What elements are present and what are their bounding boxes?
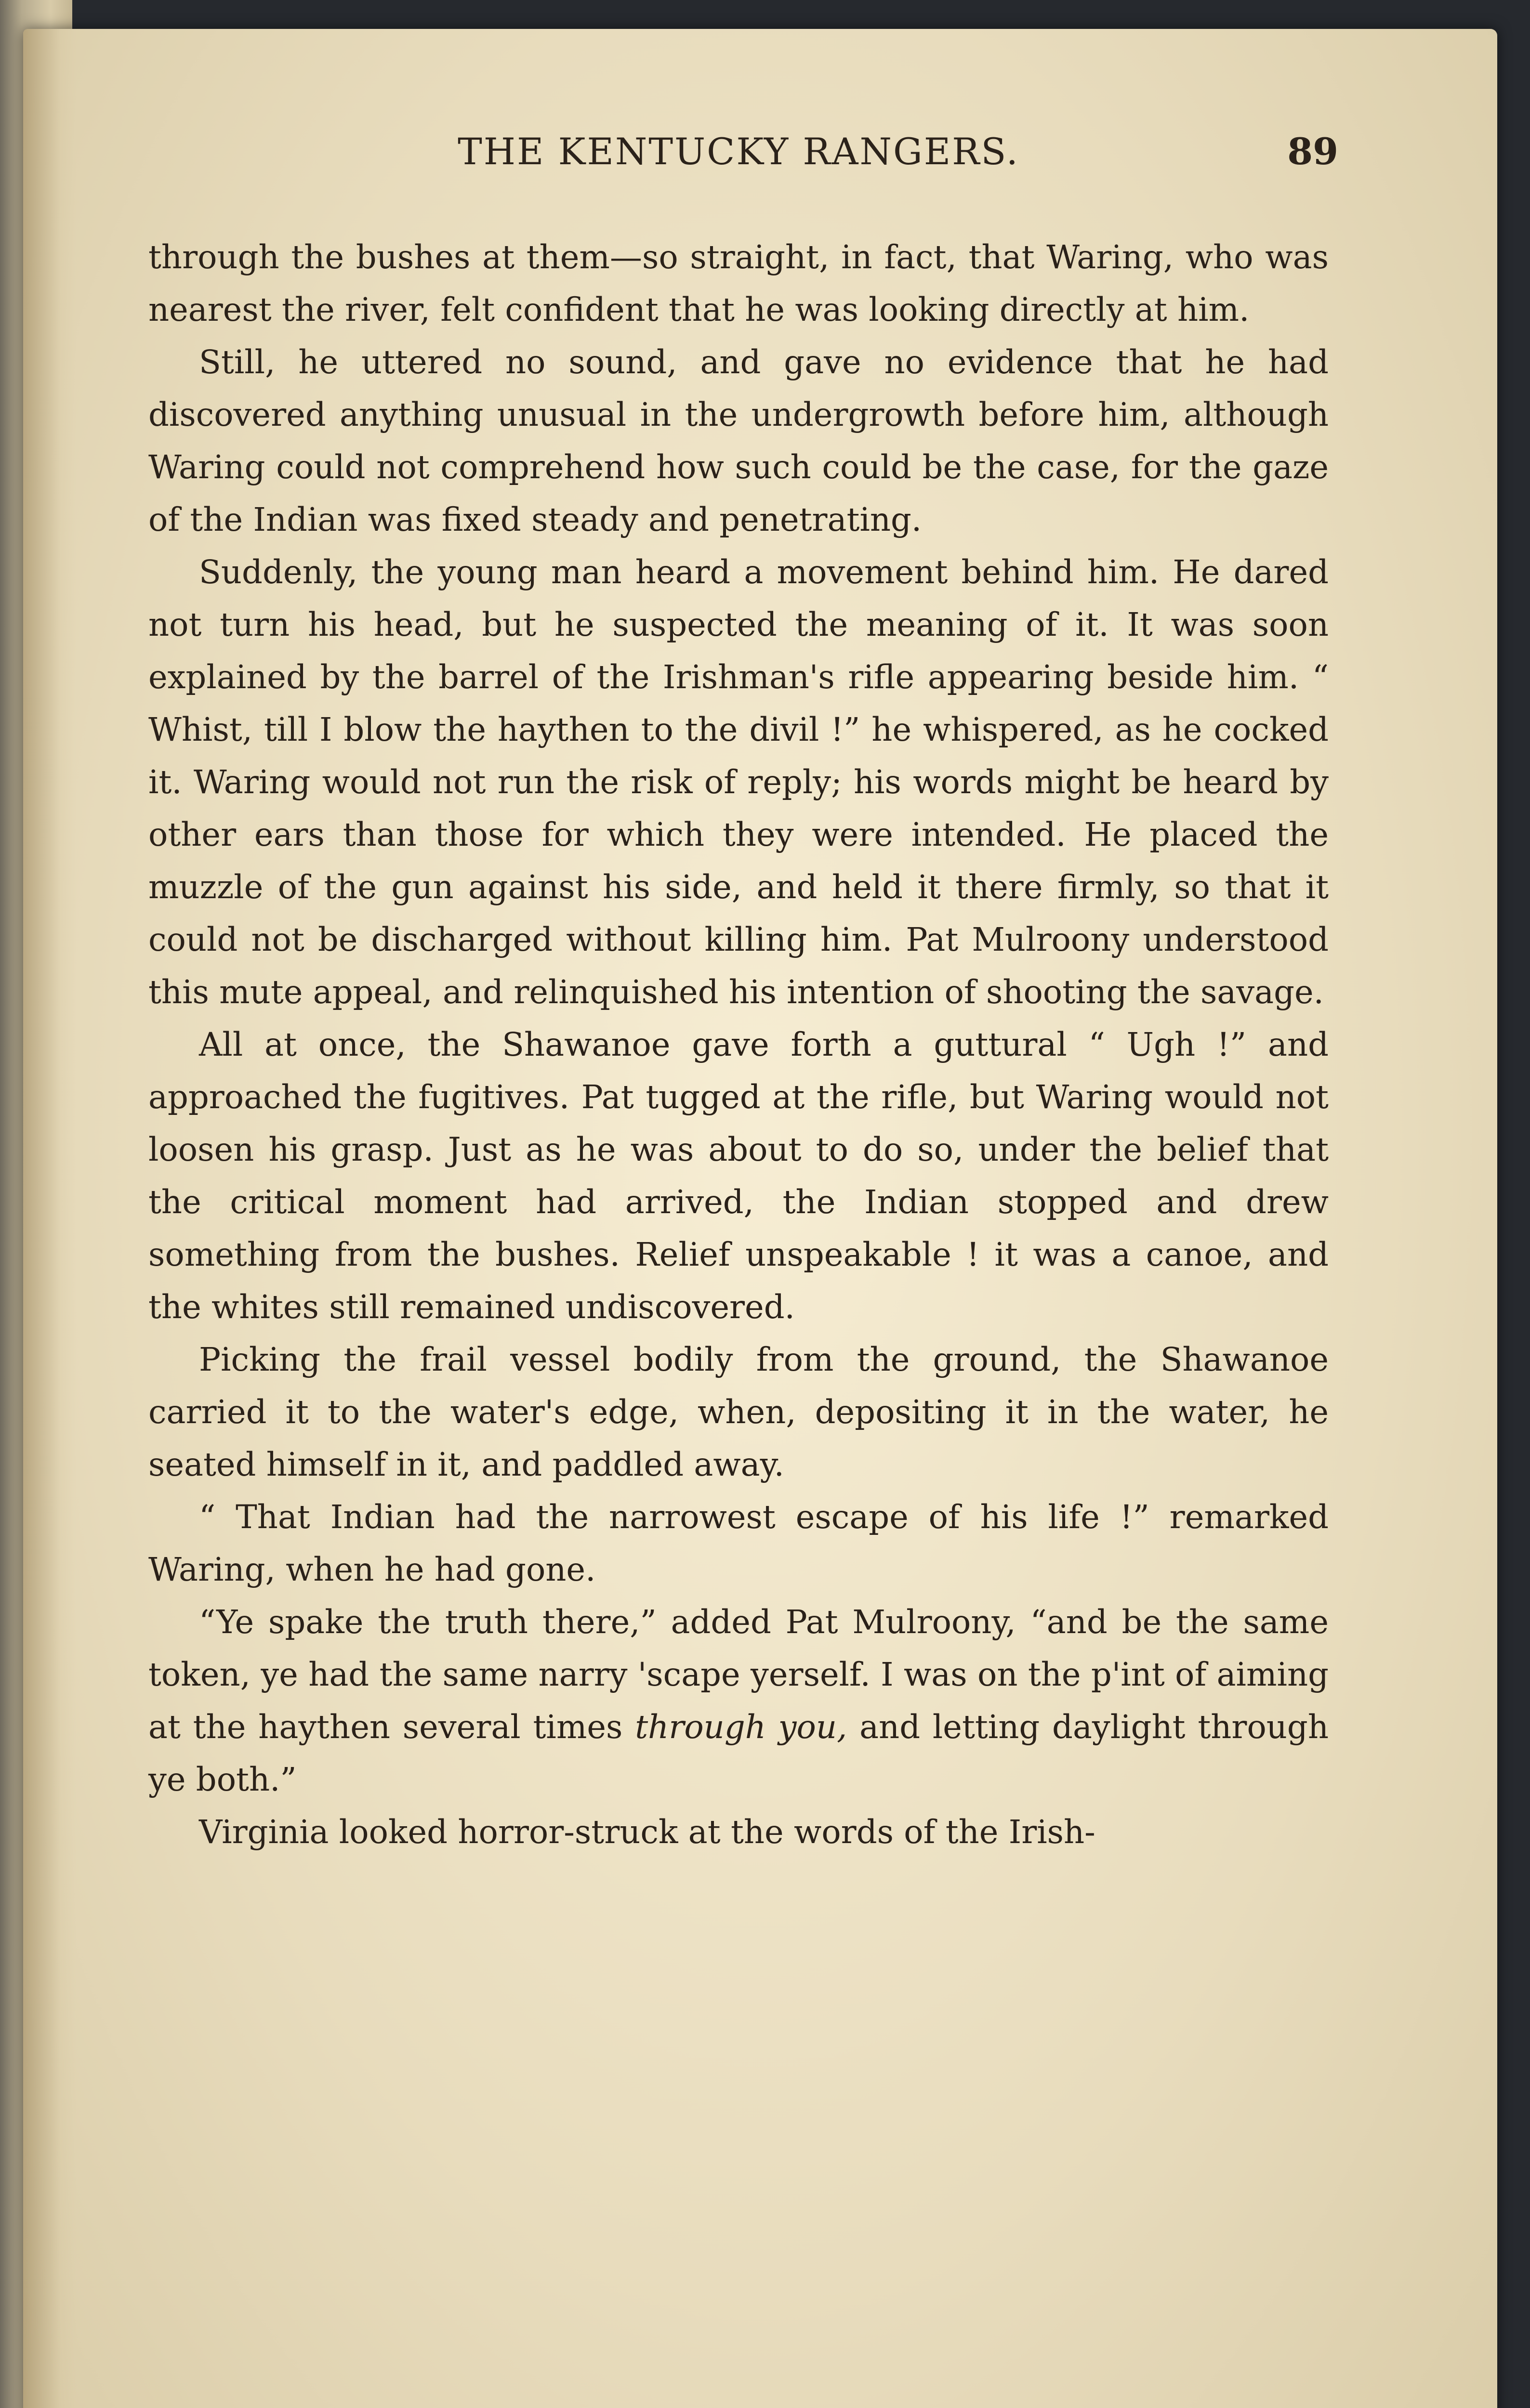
paragraph-1: through the bushes at them—so straight, in fact, that Waring, who was nearest the river, felt confident that he was looking directly at him. (148, 238, 1329, 328)
running-head: THE KENTUCKY RANGERS. (458, 130, 1019, 173)
paragraph-8: Virginia looked horror-struck at the words of the Irish- (199, 1813, 1095, 1851)
page-number: 89 (1287, 130, 1338, 173)
italic-phrase: through you, (635, 1708, 847, 1746)
paragraph-4: All at once, the Shawanoe gave forth a guttural “ Ugh !” and approached the fugitives. Pat tugged at the rifle, but Waring would not loosen his grasp. Just as he was about to do so, under the belief that the critical moment had arrived, the Indian stopped and drew something from the bushes. Relief unspeakable ! it was a canoe, and the whites still remained undiscovered. (148, 1026, 1329, 1326)
paragraph-6: “ That Indian had the narrowest escape of his life !” remarked Waring, when he had gone. (148, 1498, 1329, 1588)
paragraph-7 (148, 1596, 1329, 1806)
book-page (23, 29, 1497, 2408)
paragraph-5: Picking the frail vessel bodily from the ground, the Shawanoe carried it to the water's edge, when, depositing it in the water, he seated himself in it, and paddled away. (148, 1341, 1329, 1483)
paragraph-3: Suddenly, the young man heard a movement behind him. He dared not turn his head, but he suspected the meaning of it. It was soon explained by the barrel of the Irishman's rifle appearing beside him. “ Whist, till I blow the haythen to the divil !” he whispered, as he cocked it. Waring would not run the risk of reply; his words might be heard by other ears than those for which they were intended. He placed the muzzle of the gun against his side, and held it there firmly, so that it could not be discharged without killing him. Pat Mulroony understood this mute appeal, and relinquished his intention of shooting the savage. (148, 553, 1329, 1011)
paragraph-7-text: “Ye spake the truth there,” added Pat Mulroony, “and be the same token, ye had the same narry 'scape yerself. I was on the p'int of aiming at the haythen several times (148, 1603, 1329, 1746)
paragraph-2: Still, he uttered no sound, and gave no evidence that he had discovered anything unusual in the undergrowth before him, although Waring could not comprehend how such could be the case, for the gaze of the Indian was fixed steady and penetrating. (148, 343, 1329, 538)
paragraph-7-end: and letting daylight through ye both.” (148, 1708, 1329, 1798)
body-text (148, 231, 1329, 1858)
page-header (148, 130, 1338, 183)
